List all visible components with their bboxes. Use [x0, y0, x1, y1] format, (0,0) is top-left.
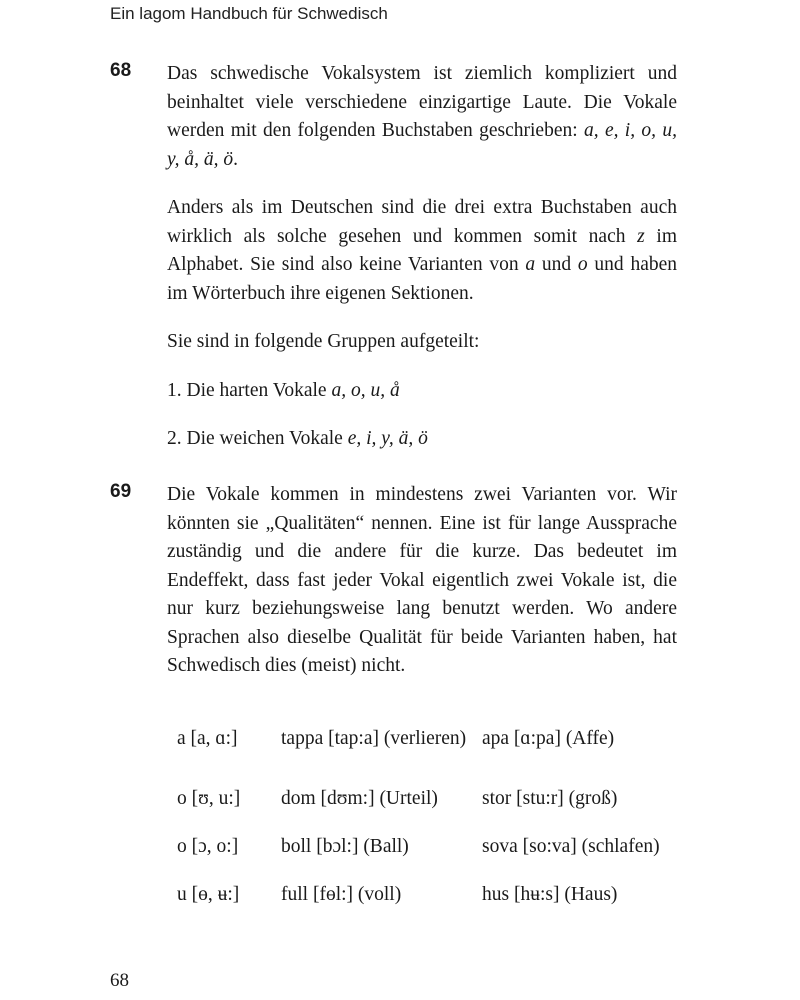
- table-cell: boll [bɔl:] (Ball): [281, 836, 409, 857]
- table-cell: o [ɔ, o:]: [177, 836, 239, 857]
- table-row: [167, 702, 682, 775]
- list-item: 1. Die harten Vokale a, o, u, å: [167, 379, 400, 401]
- table-cell: stor [stu:r] (groß): [482, 788, 618, 809]
- list-item: 2. Die weichen Vokale e, i, y, ä, ö: [167, 428, 428, 449]
- paragraph: Das schwedische Vokalsystem ist ziemlich kompliziert und beinhaltet viele verschiedene einzigartige Laute. Die Vokale werden mit den folgenden Buchstaben geschrieben: a, e, i, o, u, y, å, ä, ö.: [167, 63, 678, 170]
- section-68: [110, 60, 677, 454]
- paragraph: Anders als im Deutschen sind die drei extra Buchstaben auch wirklich als solche gesehen und kommen somit nach z im Alphabet. Sie sind also keine Varianten von a und o und haben im Wörterbuch ihre eigenen Sektionen.: [167, 197, 678, 304]
- paragraph: Sie sind in folgende Gruppen aufgeteilt:: [167, 331, 480, 352]
- table-cell: sova [so:va] (schlafen): [482, 836, 660, 857]
- table-row: [167, 871, 682, 919]
- table-row: [167, 775, 682, 823]
- section-body: [167, 60, 677, 454]
- section-body: [167, 481, 677, 681]
- running-head: Ein lagom Handbuch für Schwedisch: [110, 4, 388, 23]
- section-number: 68: [110, 60, 132, 81]
- table-cell: u [ɵ, ʉ:]: [177, 884, 240, 905]
- paragraph: Die Vokale kommen in mindestens zwei Varianten vor. Wir könnten sie „Qualitäten“ nennen. Eine ist für lange Aussprache zuständig und die andere für die kurze. Das bedeutet im Endeffekt, dass fast jeder Vokal eigentlich zwei Vokale ist, die nur kurz beziehungsweise lang benutzt werden. Wo andere Sprachen also dieselbe Qualität für beide Varianten haben, hat Schwedisch dies (meist) nicht.: [167, 484, 677, 676]
- table-cell: o [ʊ, u:]: [177, 788, 241, 809]
- table-cell: tappa [tap:a] (verlieren): [281, 727, 467, 749]
- table-cell: a [a, ɑ:]: [177, 727, 238, 749]
- table-cell: apa [ɑ:pa] (Affe): [482, 727, 615, 749]
- table-row: [167, 823, 682, 871]
- page-number: 68: [110, 970, 129, 991]
- table-cell: hus [hʉ:s] (Haus): [482, 884, 618, 905]
- section-number: 69: [110, 481, 132, 502]
- table-cell: dom [dʊm:] (Urteil): [281, 788, 438, 809]
- table-cell: full [fɵl:] (voll): [281, 884, 402, 905]
- section-69: [110, 481, 677, 681]
- vowel-table: [167, 702, 682, 919]
